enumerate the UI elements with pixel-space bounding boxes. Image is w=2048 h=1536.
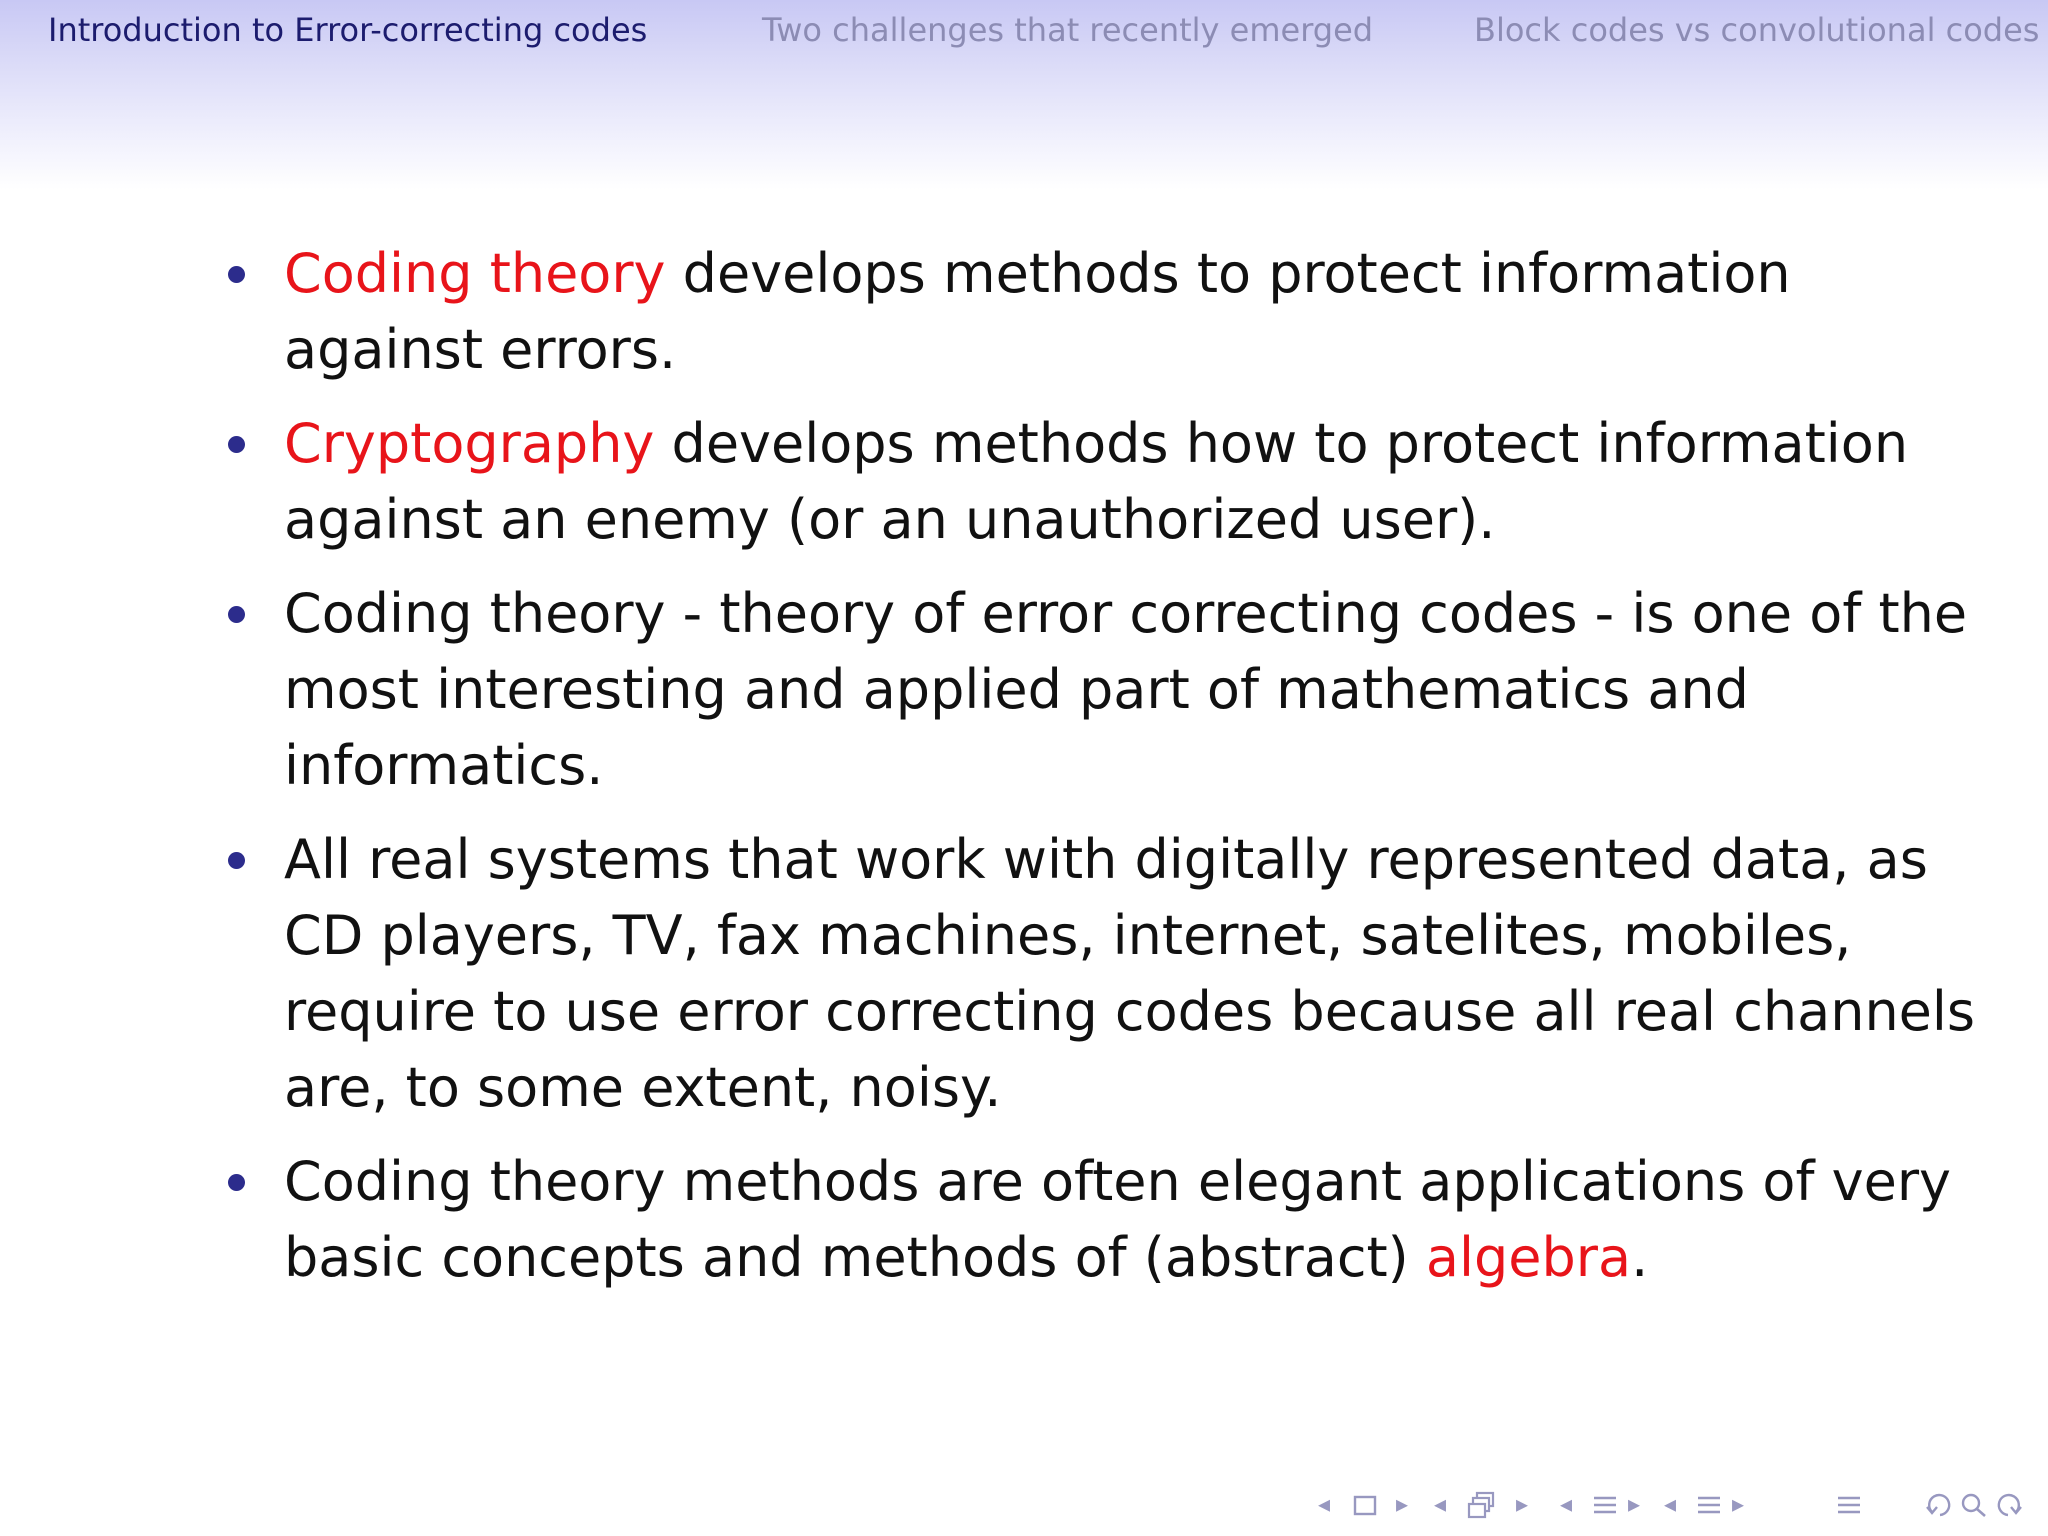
highlighted-term: algebra (1425, 1226, 1632, 1289)
subsection-icon[interactable] (1466, 1490, 1500, 1522)
prev-frame-arrow-icon[interactable]: ◂ (1318, 1490, 1331, 1518)
slide-header (0, 0, 2048, 190)
bullet-line (284, 652, 1920, 728)
back-icon[interactable] (1924, 1490, 1956, 1520)
search-icon[interactable] (1958, 1490, 1990, 1520)
next-subsection-arrow-icon[interactable]: ▸ (1516, 1490, 1529, 1518)
prev-presentation-arrow-icon[interactable]: ◂ (1664, 1490, 1677, 1518)
appendix-icon[interactable] (1834, 1490, 1864, 1520)
bullet-dot-icon (228, 266, 245, 283)
bullet-text: All real systems that work with digitally represented data, as (284, 828, 1928, 891)
bullet-line (284, 312, 1920, 388)
next-section-arrow-icon[interactable]: ▸ (1628, 1490, 1641, 1518)
nav-section-block-codes[interactable]: Block codes vs convolutional codes (1474, 11, 2040, 49)
bullet-line (284, 482, 1920, 558)
next-presentation-arrow-icon[interactable]: ▸ (1732, 1490, 1745, 1518)
bullet-line (284, 1144, 1951, 1220)
section-icon[interactable] (1590, 1490, 1620, 1520)
highlighted-term: Coding theory (284, 242, 666, 305)
bullet-text: CD players, TV, fax machines, internet, satelites, mobiles, (284, 904, 1852, 967)
bullet-line (284, 1220, 1920, 1296)
bullet-text: Coding theory - theory of error correcting codes - is one of the (284, 582, 1968, 645)
slide-body (220, 236, 1976, 1314)
nav-section-introduction[interactable]: Introduction to Error-correcting codes (48, 11, 648, 49)
bullet-text: Coding theory methods are often elegant applications of very (284, 1150, 1951, 1213)
bullet-line (284, 974, 1976, 1050)
bullet-text: require to use error correcting codes because all real channels (284, 980, 1976, 1043)
bullet-line (284, 236, 1920, 312)
bullet-item (220, 576, 1968, 804)
prev-subsection-arrow-icon[interactable]: ◂ (1434, 1490, 1447, 1518)
bullet-text: basic concepts and methods of (abstract) (284, 1226, 1426, 1289)
presentation-icon[interactable] (1694, 1490, 1724, 1520)
bullet-text: informatics. (284, 734, 604, 797)
bullet-line (284, 576, 1968, 652)
bullet-text: are, to some extent, noisy. (284, 1056, 1002, 1119)
bullet-dot-icon (228, 606, 245, 623)
bullet-text: develops methods how to protect information (654, 412, 1909, 475)
bullet-text: most interesting and applied part of mathematics and (284, 658, 1749, 721)
bullet-line (284, 1050, 1920, 1126)
bullet-text: develops methods to protect information (665, 242, 1791, 305)
frame-icon[interactable] (1352, 1490, 1378, 1520)
bullet-line (284, 898, 1920, 974)
forward-icon[interactable] (1992, 1490, 2024, 1520)
bullet-dot-icon (228, 852, 245, 869)
bullet-item (220, 406, 1920, 558)
bullet-line (284, 822, 1928, 898)
bullet-item (220, 822, 1976, 1126)
bullet-text: against an enemy (or an unauthorized user). (284, 488, 1496, 551)
bullet-text: . (1631, 1226, 1649, 1289)
bullet-line (284, 728, 1920, 804)
bullet-dot-icon (228, 1174, 245, 1191)
next-frame-arrow-icon[interactable]: ▸ (1396, 1490, 1409, 1518)
bullet-item (220, 236, 1920, 388)
bullet-text: against errors. (284, 318, 677, 381)
bullet-item (220, 1144, 1951, 1296)
prev-section-arrow-icon[interactable]: ◂ (1560, 1490, 1573, 1518)
highlighted-term: Cryptography (284, 412, 655, 475)
bullet-line (284, 406, 1920, 482)
nav-section-two-challenges[interactable]: Two challenges that recently emerged (762, 11, 1374, 49)
beamer-navigation-bar (0, 1490, 2048, 1522)
bullet-dot-icon (228, 436, 245, 453)
